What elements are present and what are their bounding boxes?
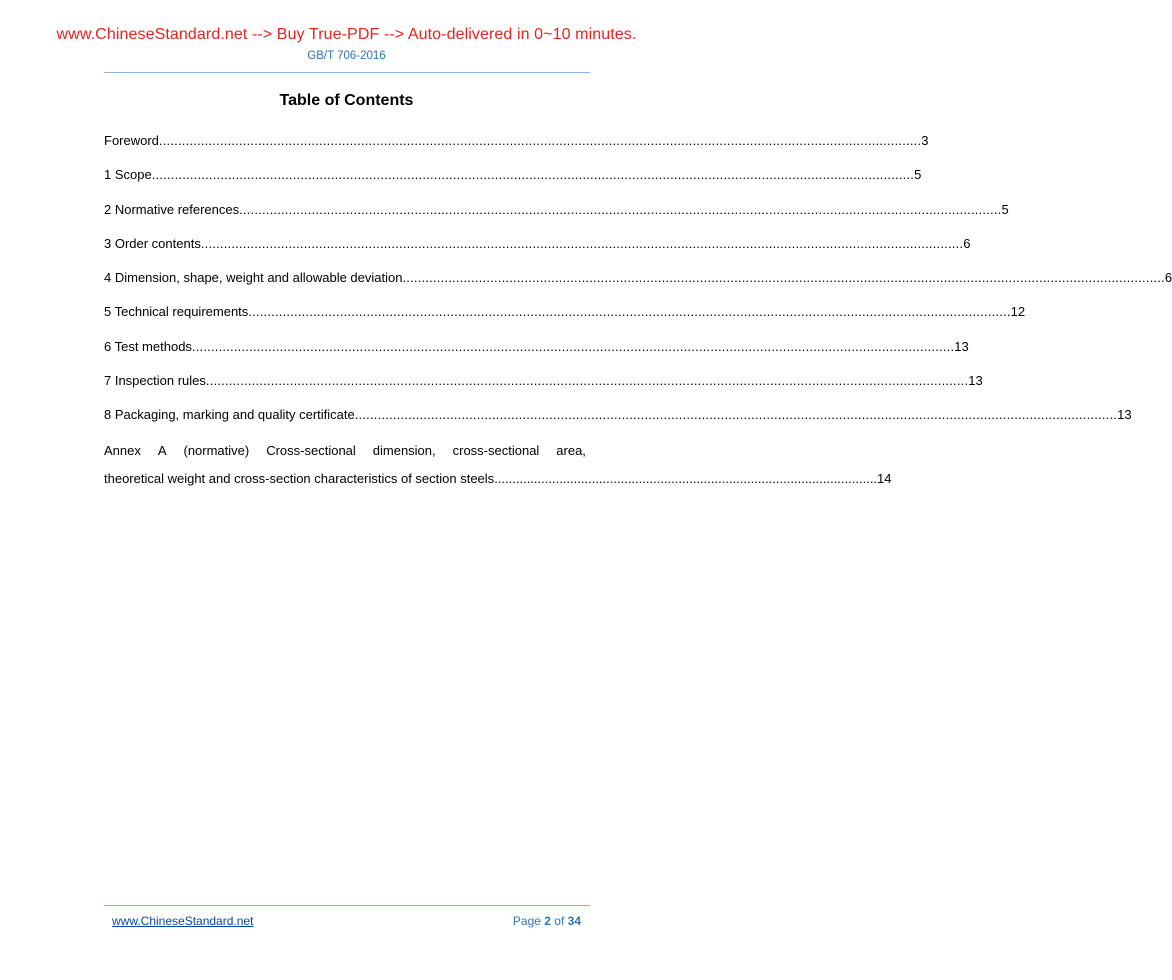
annex-word: area, (556, 442, 586, 458)
dot-leader: ........................................................................................................................................................................................................ (239, 201, 1002, 217)
toc-entry-page: 13 (968, 373, 983, 389)
footer-website-link[interactable]: www.ChineseStandard.net (112, 914, 254, 928)
annex-title-line-1 (104, 437, 586, 465)
page-current: 2 (544, 914, 551, 928)
toc-entry[interactable] (104, 166, 922, 200)
annex-word: Annex (104, 442, 141, 458)
dot-leader: ........................................................................................................................................................................................................ (248, 304, 1011, 320)
annex-word: (normative) (183, 442, 250, 458)
dot-leader: .......................................................................................................... (494, 470, 878, 486)
toc-entry[interactable] (104, 303, 1026, 337)
toc-entry[interactable] (104, 235, 971, 269)
dot-leader: ........................................................................................................................................................................................................ (158, 133, 922, 148)
promo-banner: www.ChineseStandard.net --> Buy True-PDF --> Auto-delivered in 0~10 minutes. (56, 26, 637, 43)
toc-entry[interactable] (104, 201, 1009, 235)
dot-leader: ........................................................................................................................................................................................................ (151, 167, 915, 183)
annex-word: cross-sectional (452, 442, 540, 458)
toc-entry-page: 5 (914, 167, 922, 183)
annex-word: Cross-sectional (266, 442, 356, 458)
page-total: 34 (567, 914, 581, 928)
toc-entry-page: 3 (921, 133, 929, 148)
toc-entry-page: 13 (1117, 407, 1132, 423)
toc-entry-page: 13 (954, 338, 969, 354)
page-counter (513, 914, 581, 928)
toc-entry-page: 6 (1164, 270, 1172, 286)
toc-entry-label: 1 Scope (104, 167, 152, 183)
annex-title-line-2 (104, 465, 892, 493)
toc-entry-label: 5 Technical requirements (104, 304, 249, 320)
toc-entry-label: 8 Packaging, marking and quality certificate (104, 407, 355, 423)
dot-leader: ........................................................................................................................................................................................................ (200, 235, 964, 251)
toc-entry-label: 7 Inspection rules (104, 373, 206, 389)
annex-word: dimension, (372, 442, 436, 458)
toc-entry-page: 12 (1010, 304, 1026, 320)
toc-entry-label: 6 Test methods (104, 338, 192, 354)
toc-entry-label: 2 Normative references (104, 201, 240, 217)
page-prefix: Page (512, 914, 545, 928)
toc-entry[interactable] (104, 372, 983, 406)
header-divider (104, 72, 590, 73)
dot-leader: ........................................................................................................................................................................................................ (191, 338, 955, 354)
dot-leader: ........................................................................................................................................................................................................ (354, 407, 1118, 423)
standard-number: GB/T 706-2016 (307, 50, 386, 62)
toc-entry-label: 3 Order contents (104, 235, 201, 251)
dot-leader: ........................................................................................................................................................................................................ (402, 270, 1165, 286)
footer-divider (104, 905, 590, 906)
annex-word: A (157, 442, 167, 458)
table-of-contents (104, 132, 1172, 493)
toc-entry[interactable] (104, 338, 969, 372)
toc-entry-label: 4 Dimension, shape, weight and allowable deviation (104, 270, 403, 286)
dot-leader: ........................................................................................................................................................................................................ (205, 373, 969, 389)
toc-entry-page: 6 (963, 235, 971, 251)
toc-entry[interactable] (104, 269, 1172, 303)
annex-label: theoretical weight and cross-section characteristics of section steels (104, 470, 495, 486)
toc-entry-label: Foreword (104, 133, 159, 148)
toc-entry-annex-a[interactable] (104, 437, 892, 493)
page-title: Table of Contents (279, 92, 414, 109)
toc-entry-page: 5 (1001, 201, 1009, 217)
toc-entry[interactable] (104, 132, 929, 166)
toc-list (104, 132, 1172, 441)
toc-entry[interactable] (104, 406, 1132, 440)
annex-page-number: 14 (877, 470, 892, 486)
page-of: of (550, 914, 568, 928)
